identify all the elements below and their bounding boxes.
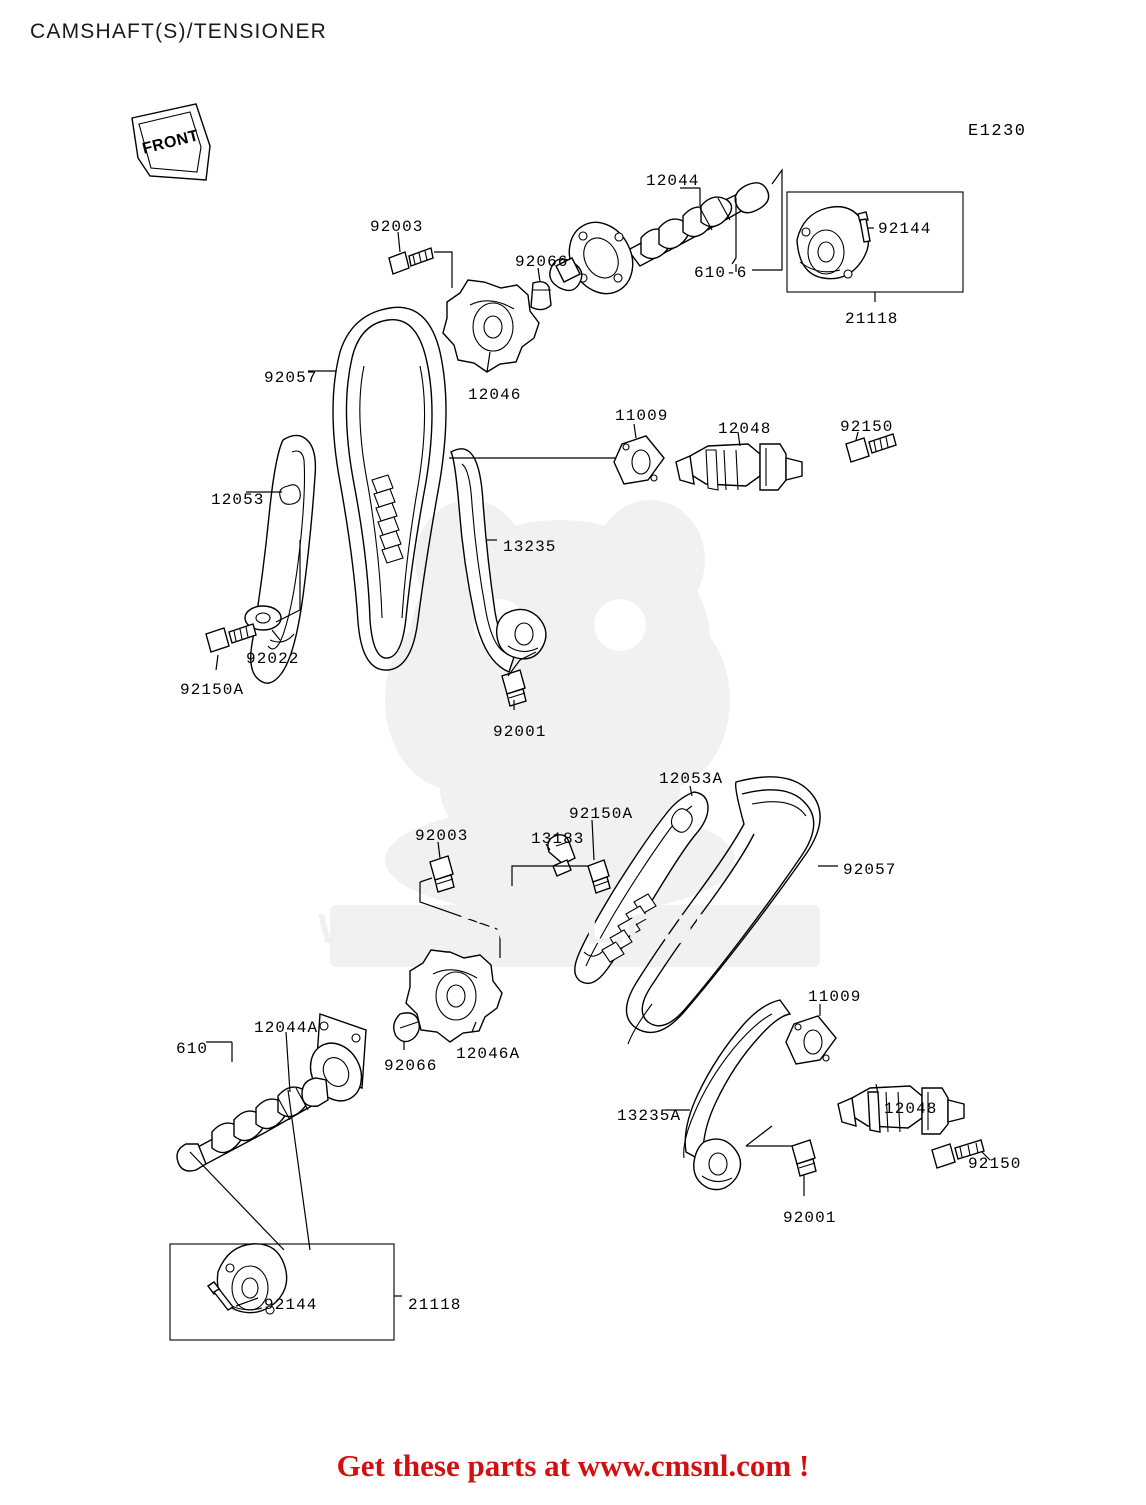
callout-92001-mid: 92001 <box>493 723 547 741</box>
diagram-code: E1230 <box>968 122 1027 141</box>
callout-12046A: 12046A <box>456 1045 521 1063</box>
callout-92144-upper: 92144 <box>878 220 932 238</box>
callout-11009-upper: 11009 <box>615 407 669 425</box>
part-guide-12053 <box>251 435 316 683</box>
callout-11009-lower: 11009 <box>808 988 862 1006</box>
front-direction-tag <box>128 108 212 180</box>
part-bolt-92003-upper <box>389 248 433 274</box>
callout-13235A: 13235A <box>617 1107 682 1125</box>
watermark-graphic <box>330 500 820 967</box>
page-title: CAMSHAFT(S)/TENSIONER <box>30 20 328 43</box>
part-gasket-11009-lower <box>786 1016 836 1064</box>
callout-12046: 12046 <box>468 386 522 404</box>
callout-92144-lower: 92144 <box>264 1296 318 1314</box>
callout-12048-upper: 12048 <box>718 420 772 438</box>
callout-92001-lower: 92001 <box>783 1209 837 1227</box>
callout-92057-lower: 92057 <box>843 861 897 879</box>
part-camshaft-12044A <box>177 1014 371 1171</box>
callout-92022: 92022 <box>246 650 300 668</box>
part-group-21118-upper <box>787 192 963 302</box>
callout-92150A-left: 92150A <box>180 681 245 699</box>
watermark-text: WWW.CMSNL.COM <box>318 905 732 952</box>
callout-12053A: 12053A <box>659 770 724 788</box>
callout-21118-lower: 21118 <box>408 1296 462 1314</box>
callout-92150A-mid: 92150A <box>569 805 634 823</box>
callout-92003-upper: 92003 <box>370 218 424 236</box>
part-tensioner-body-12048-upper <box>676 444 802 490</box>
part-gasket-11009-upper <box>614 436 664 484</box>
callout-13183: 13183 <box>531 830 585 848</box>
front-tag-label: FRONT <box>140 127 201 158</box>
callout-12044: 12044 <box>646 172 700 190</box>
part-bolt-92150-upper <box>846 434 896 462</box>
callout-12044A: 12044A <box>254 1019 319 1037</box>
part-plug-92066-lower <box>394 1013 420 1042</box>
callout-12048-lower: 12048 <box>884 1100 938 1118</box>
callout-92150-lower: 92150 <box>968 1155 1022 1173</box>
callout-92057-upper: 92057 <box>264 369 318 387</box>
part-bolt-92001-lower <box>792 1140 816 1176</box>
footer-cta: Get these parts at www.cmsnl.com ! <box>336 1448 810 1483</box>
part-sprocket-12046 <box>443 280 539 372</box>
callout-92003-lower: 92003 <box>415 827 469 845</box>
callout-21118-upper: 21118 <box>845 310 899 328</box>
part-sprocket-12046A <box>406 950 502 1042</box>
part-tensioner-13235A <box>684 1000 790 1190</box>
callout-610-6: 610-6 <box>694 264 748 282</box>
callout-13235: 13235 <box>503 538 557 556</box>
callout-12053: 12053 <box>211 491 265 509</box>
callout-92066-lower: 92066 <box>384 1057 438 1075</box>
part-bolt-92150A-left <box>206 624 256 652</box>
callout-92150-upper: 92150 <box>840 418 894 436</box>
callout-92066-upper: 92066 <box>515 253 569 271</box>
part-plug-92066 <box>531 282 551 310</box>
callout-610: 610 <box>176 1040 209 1058</box>
